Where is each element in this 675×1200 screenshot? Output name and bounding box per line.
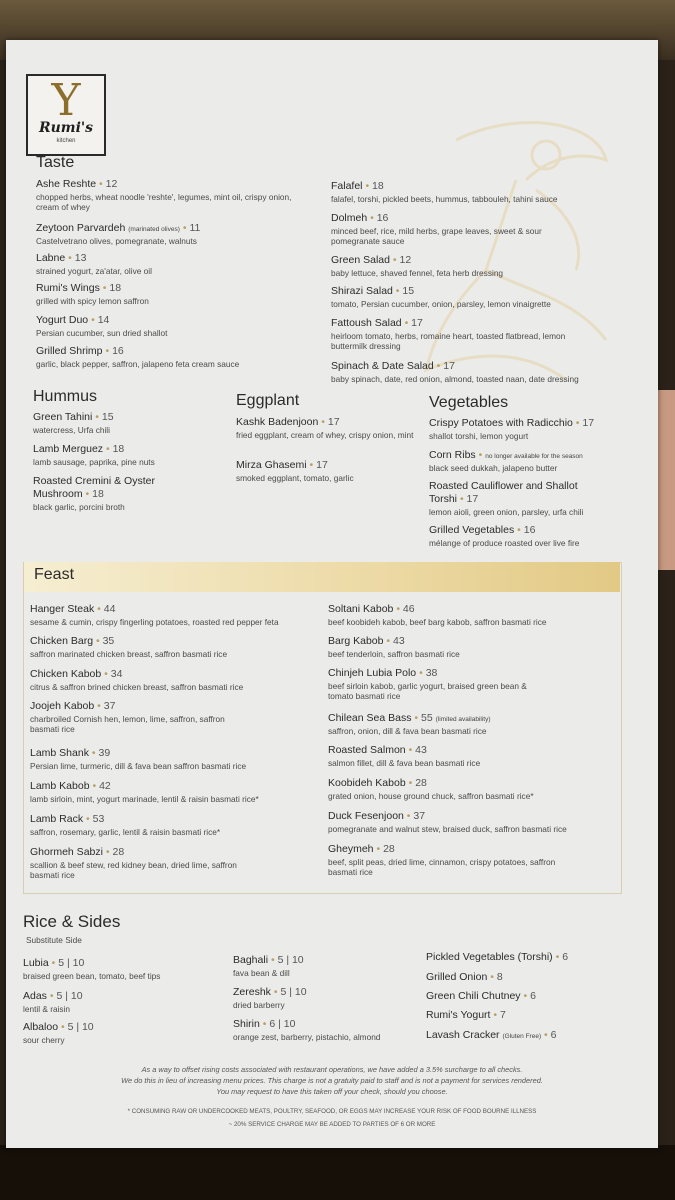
menu-item: Chilean Sea Bass • 55 (limited availability) [328, 712, 491, 724]
menu-item: Lamb Rack • 53 [30, 813, 105, 825]
menu-item: Ashe Reshte • 12 [36, 178, 118, 190]
item-description: fava bean & dill [233, 968, 290, 978]
menu-item: Lavash Cracker (Gluten Free) • 6 [426, 1029, 557, 1041]
item-description: watercress, Urfa chili [33, 425, 110, 435]
table-edge [0, 1145, 675, 1200]
menu-item: Mirza Ghasemi • 17 [236, 459, 328, 471]
service-charge-note: ~ 20% SERVICE CHARGE MAY BE ADDED TO PARTIES OF 6 OR MORE [228, 1121, 436, 1128]
menu-item: Ghormeh Sabzi • 28 [30, 846, 125, 858]
item-description: braised green bean, tomato, beef tips [23, 971, 161, 981]
surcharge-note-line2: We do this in lieu of increasing menu prices. This charge is not a gratuity paid to staff and is not a payment for services rendered. [121, 1076, 543, 1085]
item-description: minced beef, rice, mild herbs, grape leaves, sweet & sour pomegranate sauce [331, 226, 542, 246]
item-description: beef, split peas, dried lime, cinnamon, crispy potatoes, saffron basmati rice [328, 857, 556, 877]
item-description: Castelvetrano olives, pomegranate, walnuts [36, 236, 197, 246]
rice-sides-subtitle: Substitute Side [26, 935, 82, 945]
menu-item: Roasted Cremini & Oyster [33, 475, 155, 487]
item-description: sour cherry [23, 1035, 65, 1045]
menu-item: Shirin • 6 | 10 [233, 1018, 296, 1030]
menu-item: Hanger Steak • 44 [30, 603, 116, 615]
menu-item: Zeytoon Parvardeh (marinated olives) • 11 [36, 222, 201, 234]
menu-item: Corn Ribs • no longer available for the season [429, 449, 583, 461]
food-safety-warning: * CONSUMING RAW OR UNDERCOOKED MEATS, POULTRY, SEAFOOD, OR EGGS MAY INCREASE YOUR RISK OF FOOD BOURNE ILLNESS [127, 1108, 537, 1115]
item-description: shallot torshi, lemon yogurt [429, 431, 529, 441]
menu-item: Roasted Cauliflower and Shallot [429, 480, 578, 492]
rice-sides-heading: Rice & Sides [23, 912, 121, 931]
menu-item: Soltani Kabob • 46 [328, 603, 415, 615]
item-description: lamb sirloin, mint, yogurt marinade, lentil & raisin basmati rice* [30, 794, 259, 804]
surcharge-note-line1: As a way to offset rising costs associated with restaurant operations, we have added a 3.5% surcharge to all checks. [141, 1065, 523, 1074]
menu-item: Spinach & Date Salad • 17 [331, 360, 455, 372]
item-description: heirloom tomato, herbs, romaine heart, toasted flatbread, lemon buttermilk dressing [331, 331, 566, 351]
vegetables-heading: Vegetables [429, 394, 509, 411]
item-description: grated onion, house ground chuck, saffron basmati rice* [328, 791, 534, 801]
menu-item: Grilled Onion • 8 [426, 971, 503, 983]
item-description: saffron marinated chicken breast, saffron basmati rice [30, 649, 228, 659]
item-description: Persian cucumber, sun dried shallot [36, 328, 168, 338]
menu-item: Chicken Kabob • 34 [30, 668, 123, 680]
menu-item: Shirazi Salad • 15 [331, 285, 415, 297]
item-description: beef tenderloin, saffron basmati rice [328, 649, 460, 659]
eggplant-heading: Eggplant [236, 392, 300, 409]
taste-heading: Taste [36, 154, 75, 171]
menu-item: Kashk Badenjoon • 17 [236, 416, 340, 428]
item-description: saffron, rosemary, garlic, lentil & raisin basmati rice* [30, 827, 221, 837]
menu-item: Labne • 13 [36, 252, 87, 264]
menu-item: Barg Kabob • 43 [328, 635, 405, 647]
item-description: lentil & raisin [23, 1004, 71, 1014]
item-description: Persian lime, turmeric, dill & fava bean saffron basmati rice [30, 761, 247, 771]
menu-item: Falafel • 18 [331, 180, 384, 192]
item-description: scallion & beef stew, red kidney bean, dried lime, saffron basmati rice [30, 860, 237, 880]
item-description: grilled with spicy lemon saffron [36, 296, 149, 306]
menu-item: Duck Fesenjoon • 37 [328, 810, 426, 822]
menu-item: Green Salad • 12 [331, 254, 412, 266]
item-description: strained yogurt, za'atar, olive oil [36, 266, 152, 276]
item-description: beef sirloin kabob, garlic yogurt, braised green bean & tomato basmati rice [328, 681, 527, 701]
feast-heading: Feast [34, 566, 75, 583]
menu-item: Green Chili Chutney • 6 [426, 990, 536, 1002]
item-description: tomato, Persian cucumber, onion, parsley, lemon vinaigrette [331, 299, 551, 309]
item-description: salmon fillet, dill & fava bean basmati rice [328, 758, 481, 768]
menu-item: Grilled Vegetables • 16 [429, 524, 536, 536]
menu-item: Koobideh Kabob • 28 [328, 777, 427, 789]
menu-item: Roasted Salmon • 43 [328, 744, 427, 756]
menu-item: Zereshk • 5 | 10 [233, 986, 307, 998]
item-description: beef koobideh kabob, beef barg kabob, saffron basmati rice [328, 617, 547, 627]
item-description: orange zest, barberry, pistachio, almond [233, 1032, 381, 1042]
menu-item: Lamb Kabob • 42 [30, 780, 111, 792]
menu-item: Dolmeh • 16 [331, 212, 389, 224]
item-description: fried eggplant, cream of whey, crispy onion, mint [236, 430, 414, 440]
item-description: baby spinach, date, red onion, almond, toasted naan, date dressing [331, 374, 579, 384]
menu-item: Joojeh Kabob • 37 [30, 700, 116, 712]
menu-item: Gheymeh • 28 [328, 843, 395, 855]
item-description: citrus & saffron brined chicken breast, saffron basmati rice [30, 682, 244, 692]
menu-item-line2: Mushroom • 18 [33, 488, 104, 500]
menu-item: Crispy Potatoes with Radicchio • 17 [429, 417, 595, 429]
menu-item: Grilled Shrimp • 16 [36, 345, 124, 357]
menu-item: Chinjeh Lubia Polo • 38 [328, 667, 438, 679]
menu-item: Pickled Vegetables (Torshi) • 6 [426, 951, 569, 963]
menu-sheet [6, 40, 658, 1148]
item-description: black seed dukkah, jalapeno butter [429, 463, 558, 473]
menu-item: Green Tahini • 15 [33, 411, 114, 423]
item-description: saffron, onion, dill & fava bean basmati rice [328, 726, 487, 736]
menu-item: Fattoush Salad • 17 [331, 317, 423, 329]
menu-item: Chicken Barg • 35 [30, 635, 115, 647]
item-description: garlic, black pepper, saffron, jalapeno feta cream sauce [36, 359, 240, 369]
item-description: black garlic, porcini broth [33, 502, 125, 512]
menu-item: Lubia • 5 | 10 [23, 957, 85, 969]
hummus-heading: Hummus [33, 388, 98, 405]
item-description: lemon aioli, green onion, parsley, urfa chili [429, 507, 584, 517]
menu-item: Lamb Merguez • 18 [33, 443, 125, 455]
menu-item: Yogurt Duo • 14 [36, 314, 110, 326]
menu-item: Rumi's Wings • 18 [36, 282, 122, 294]
rumis-logo: Y Rumi's kitchen [26, 74, 106, 156]
item-description: sesame & cumin, crispy fingerling potatoes, roasted red pepper feta [30, 617, 279, 627]
menu-item: Albaloo • 5 | 10 [23, 1021, 94, 1033]
menu-item-line2: Torshi • 17 [429, 493, 479, 505]
item-description: smoked eggplant, tomato, garlic [236, 473, 354, 483]
item-description: mélange of produce roasted over live fire [429, 538, 580, 548]
dervish-watermark-icon [396, 100, 626, 400]
item-description: falafel, torshi, pickled beets, hummus, tabbouleh, tahini sauce [331, 194, 558, 204]
menu-item: Rumi's Yogurt • 7 [426, 1009, 506, 1021]
menu-item: Lamb Shank • 39 [30, 747, 111, 759]
item-description: chopped herbs, wheat noodle 'reshte', legumes, mint oil, crispy onion, cream of whey [36, 192, 292, 212]
item-description: dried barberry [233, 1000, 285, 1010]
item-description: charbroiled Cornish hen, lemon, lime, saffron, saffron basmati rice [30, 714, 225, 734]
item-description: lamb sausage, paprika, pine nuts [33, 457, 155, 467]
menu-item: Adas • 5 | 10 [23, 990, 83, 1002]
surcharge-note-line3: You may request to have this taken off your check, should you choose. [216, 1087, 448, 1096]
item-description: pomegranate and walnut stew, braised duck, saffron basmati rice [328, 824, 567, 834]
item-description: baby lettuce, shaved fennel, feta herb dressing [331, 268, 504, 278]
menu-item: Baghali • 5 | 10 [233, 954, 304, 966]
feast-header-bar [24, 562, 620, 592]
